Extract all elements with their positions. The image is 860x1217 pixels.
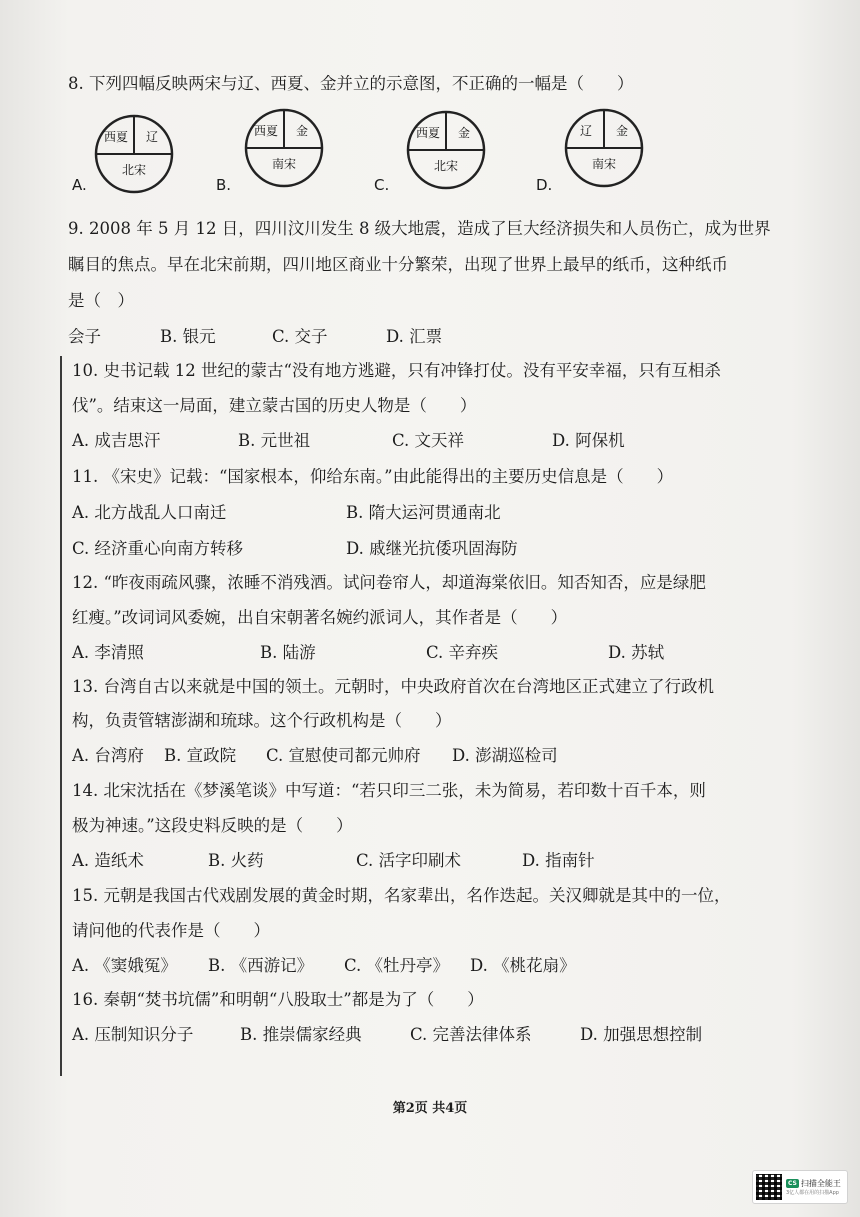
q15-option-c: C. 《牡丹亭》	[344, 956, 450, 975]
q13-line-1: 13. 台湾自古以来就是中国的领土。元朝时，中央政府首次在台湾地区正式建立了行政机	[72, 677, 714, 696]
q10-line-1: 10. 史书记载 12 世纪的蒙古“没有地方逃避，只有冲锋打仗。没有平安幸福，只有互相杀	[72, 361, 721, 380]
q10-option-a: A. 成吉思汗	[72, 431, 161, 450]
camscanner-logo-icon: CS	[788, 1180, 797, 1187]
q16-option-c: C. 完善法律体系	[410, 1025, 532, 1044]
q8-figure-c	[404, 108, 488, 192]
q14-option-c: C. 活字印刷术	[356, 851, 462, 870]
q10-option-b: B. 元世祖	[238, 431, 311, 450]
q8-fig-b-top-left: 西夏	[253, 124, 279, 138]
q8-fig-b-bottom: 南宋	[271, 157, 297, 171]
q14-line-1: 14. 北宋沈括在《梦溪笔谈》中写道：“若只印三二张，未为简易，若印数十百千本，则	[72, 781, 706, 800]
q11-option-d: D. 戚继光抗倭巩固海防	[346, 539, 518, 558]
q8-fig-c-top-right: 金	[457, 126, 471, 140]
q8-fig-a-letter: A.	[72, 176, 87, 194]
q8-fig-c-top-left: 西夏	[415, 126, 441, 140]
q13-option-c: C. 宣慰使司都元帅府	[266, 746, 421, 765]
q12-option-b: B. 陆游	[260, 643, 316, 662]
q11-option-b: B. 隋大运河贯通南北	[346, 503, 501, 522]
q11-option-a: A. 北方战乱人口南迁	[72, 503, 227, 522]
q14-option-a: A. 造纸术	[72, 851, 144, 870]
q8-fig-d-top-left: 辽	[579, 124, 593, 138]
q14-option-b: B. 火药	[208, 851, 264, 870]
q9-option-a: 会子	[68, 327, 101, 346]
q16-option-b: B. 推崇儒家经典	[240, 1025, 362, 1044]
q8-fig-a-top-left: 西夏	[103, 130, 129, 144]
q8-fig-c-bottom: 北宋	[433, 159, 459, 173]
q8-figure-d	[562, 106, 646, 190]
q16-option-d: D. 加强思想控制	[580, 1025, 703, 1044]
q13-option-d: D. 澎湖巡检司	[452, 746, 558, 765]
q15-option-d: D. 《桃花扇》	[470, 956, 576, 975]
q12-option-a: A. 李清照	[72, 643, 144, 662]
q12-option-c: C. 辛弃疾	[426, 643, 499, 662]
q8-fig-d-top-right: 金	[615, 124, 629, 138]
q12-line-1: 12. “昨夜雨疏风骤，浓睡不消残酒。试问卷帘人，却道海棠依旧。知否知否，应是绿肥	[72, 573, 706, 592]
q16-line-1: 16. 秦朝“焚书坑儒”和明朝“八股取士”都是为了（ ）	[72, 990, 484, 1009]
q15-option-b: B. 《西游记》	[208, 956, 314, 975]
q11-line-1: 11. 《宋史》记载：“国家根本，仰给东南。”由此能得出的主要历史信息是（ ）	[72, 467, 674, 486]
q8-fig-b-letter: B.	[216, 176, 232, 194]
q10-option-c: C. 文天祥	[392, 431, 465, 450]
q8-fig-d-bottom: 南宋	[591, 157, 617, 171]
q8-fig-d-letter: D.	[536, 176, 553, 194]
q11-option-c: C. 经济重心向南方转移	[72, 539, 244, 558]
q9-line-3: 是（ ）	[68, 291, 134, 310]
q10-option-d: D. 阿保机	[552, 431, 625, 450]
q15-line-1: 15. 元朝是我国古代戏剧发展的黄金时期，名家辈出，名作迭起。关汉卿就是其中的一位，	[72, 886, 731, 905]
q8-fig-a-top-right: 辽	[145, 130, 159, 144]
q9-line-2: 瞩目的焦点。早在北宋前期，四川地区商业十分繁荣，出现了世界上最早的纸币，这种纸币	[68, 255, 728, 274]
q8-figure-a	[92, 112, 176, 196]
q8-fig-a-bottom: 北宋	[121, 163, 147, 177]
margin-line	[60, 356, 62, 1076]
q9-option-c: C. 交子	[272, 327, 328, 346]
q15-option-a: A. 《窦娥冤》	[72, 956, 177, 975]
q10-line-2: 伐”。结束这一局面，建立蒙古国的历史人物是（ ）	[72, 396, 477, 415]
scanner-watermark	[752, 1170, 848, 1204]
scanner-badge-subtitle: 3亿人都在用的扫描App	[786, 1190, 839, 1196]
q14-option-d: D. 指南针	[522, 851, 595, 870]
page-number: 第2页 共4页	[392, 1101, 468, 1116]
q9-line-1: 9. 2008 年 5 月 12 日，四川汶川发生 8 级大地震，造成了巨大经济损失和人员伤亡，成为世界	[68, 219, 771, 238]
q8-stem: 8. 下列四幅反映两宋与辽、西夏、金并立的示意图，不正确的一幅是（ ）	[68, 74, 634, 93]
q16-option-a: A. 压制知识分子	[72, 1025, 194, 1044]
q13-line-2: 构，负责管辖澎湖和琉球。这个行政机构是（ ）	[72, 711, 452, 730]
q12-line-2: 红瘦。”改词词风委婉，出自宋朝著名婉约派词人，其作者是（ ）	[72, 608, 568, 627]
scanner-badge-title: 扫描全能王	[800, 1179, 841, 1188]
qr-code-icon	[756, 1174, 782, 1200]
q9-option-b: B. 银元	[160, 327, 216, 346]
q8-fig-c-letter: C.	[374, 176, 390, 194]
q13-option-a: A. 台湾府	[72, 746, 144, 765]
q9-option-d: D. 汇票	[386, 327, 443, 346]
q14-line-2: 极为神速。”这段史料反映的是（ ）	[72, 816, 353, 835]
q12-option-d: D. 苏轼	[608, 643, 665, 662]
q15-line-2: 请问他的代表作是（ ）	[72, 921, 270, 940]
q13-option-b: B. 宣政院	[164, 746, 237, 765]
q8-figure-b	[242, 106, 326, 190]
q8-fig-b-top-right: 金	[295, 124, 309, 138]
